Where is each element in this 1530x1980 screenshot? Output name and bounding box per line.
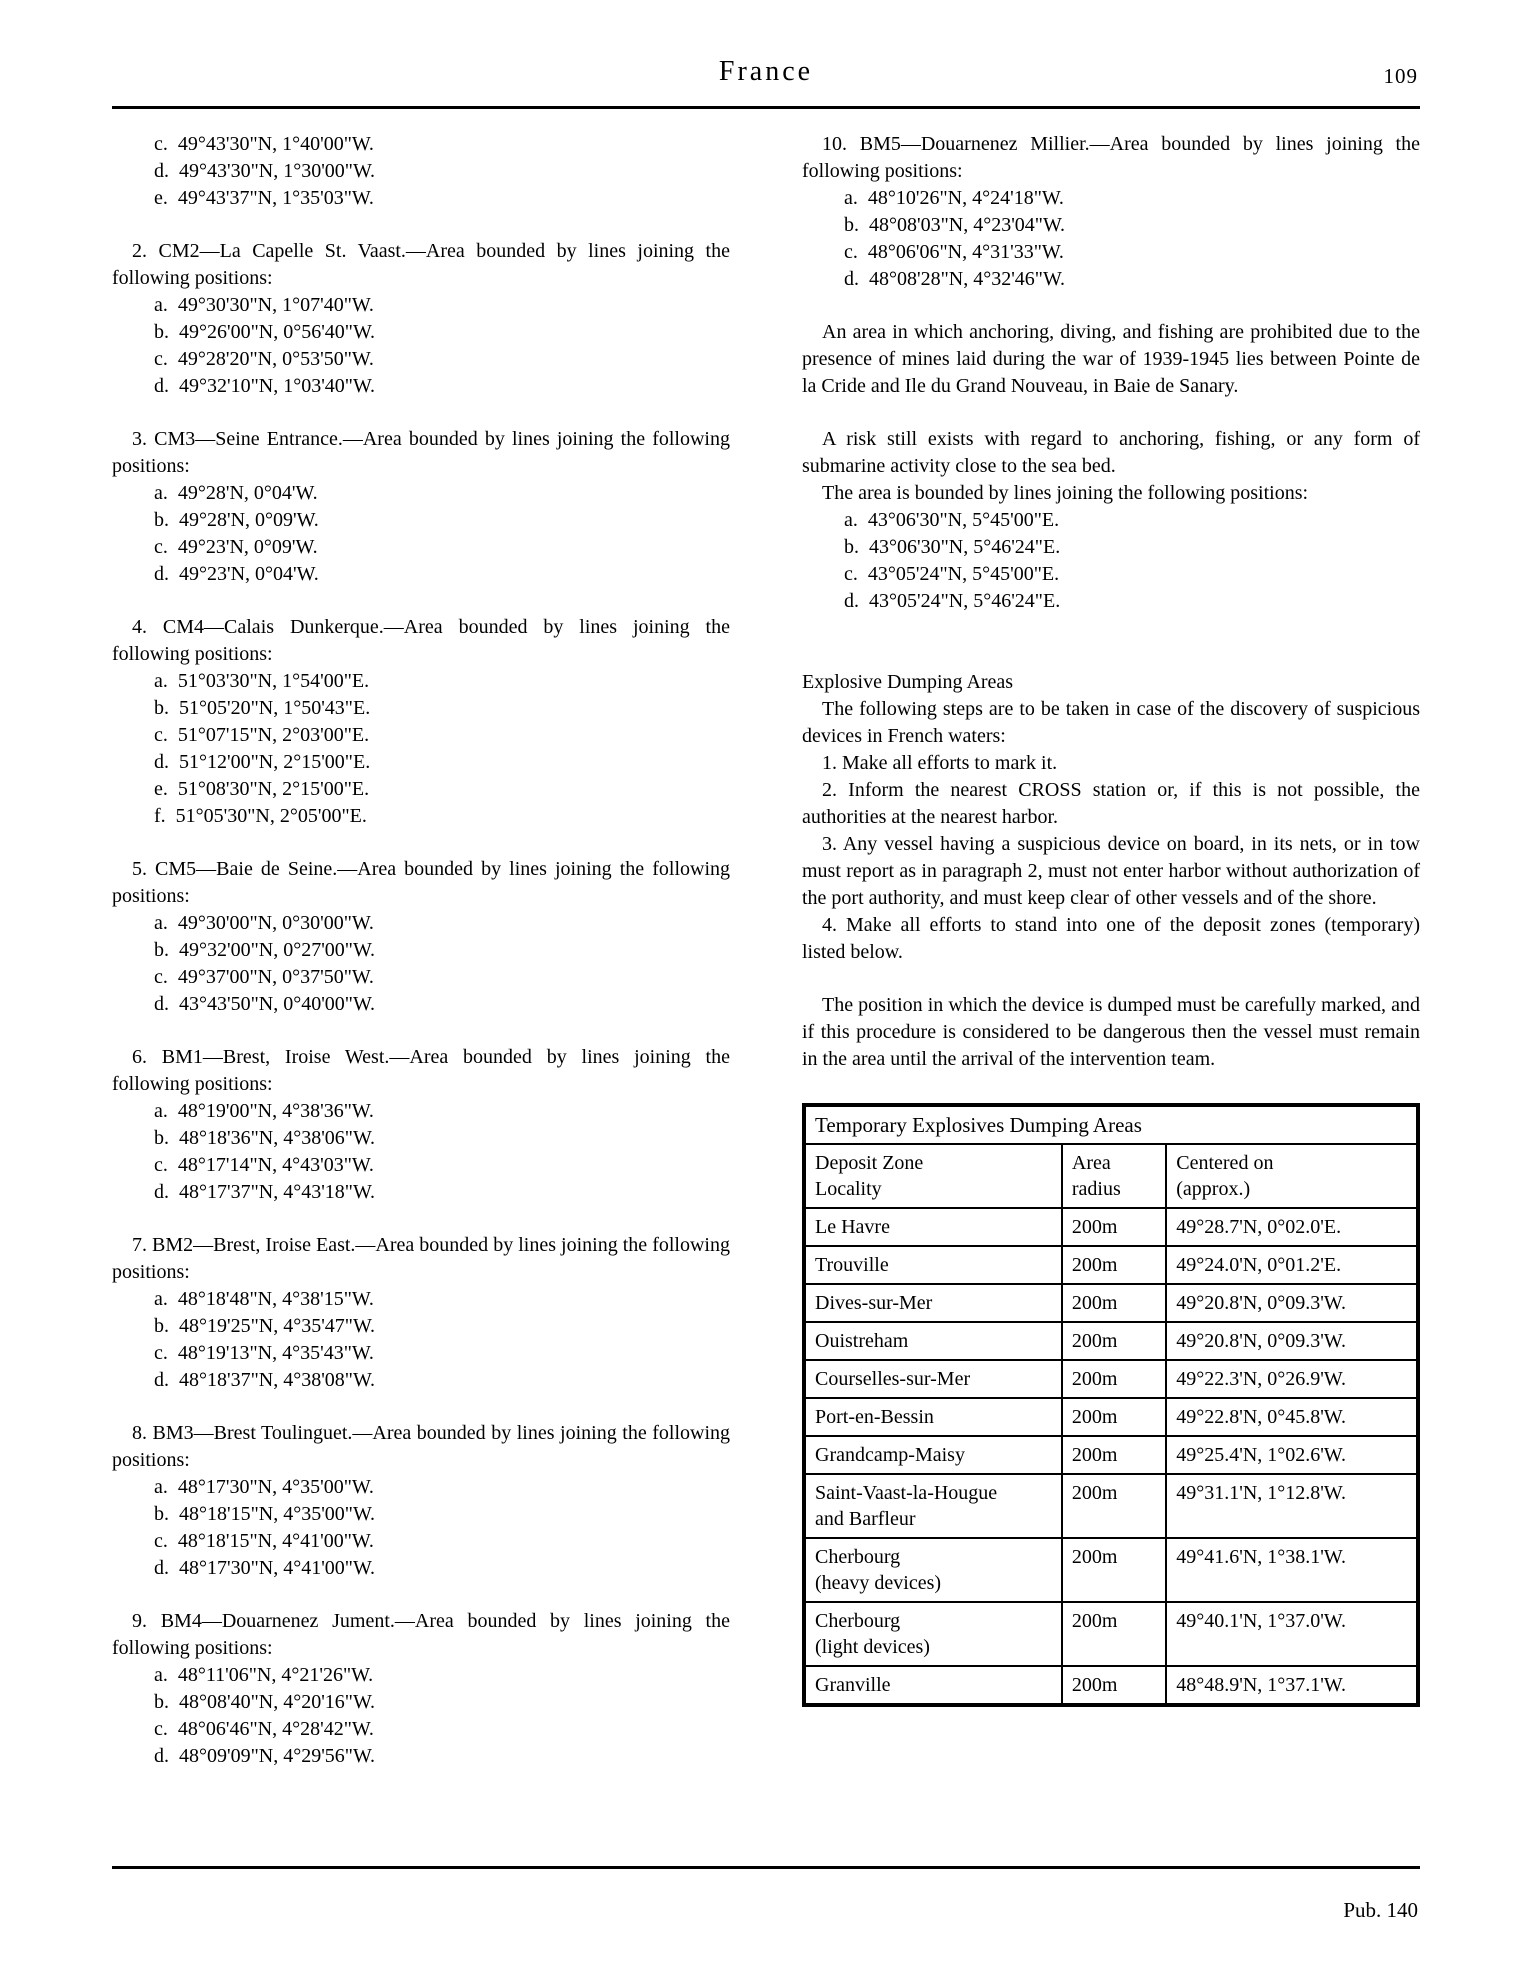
- section-heading-bm1: 6. BM1—Brest, Iroise West.—Area bounded by lines joining the following positions:: [112, 1046, 730, 1095]
- coordinate-line: c. 51°07'15"N, 2°03'00"E.: [154, 724, 370, 746]
- table-row: [804, 1322, 1418, 1360]
- coordinate-line: a. 48°11'06"N, 4°21'26"W.: [154, 1664, 374, 1686]
- centered-on-cell: 49°28.7'N, 0°02.0'E.: [1166, 1208, 1418, 1246]
- deposit-zone-cell: [804, 1538, 1062, 1602]
- coordinate-line: a. 49°30'00"N, 0°30'00"W.: [154, 912, 374, 934]
- area-radius-cell: 200m: [1062, 1398, 1166, 1436]
- coordinate-line: b. 48°19'25"N, 4°35'47"W.: [154, 1315, 376, 1337]
- locality-line: Saint-Vaast-la-Hougue: [815, 1482, 998, 1504]
- section-heading-bm4: 9. BM4—Douarnenez Jument.—Area bounded by lines joining the following positions:: [112, 1610, 730, 1659]
- centered-on-cell: 49°41.6'N, 1°38.1'W.: [1166, 1538, 1418, 1602]
- table-row: [804, 1284, 1418, 1322]
- area-radius-cell: 200m: [1062, 1602, 1166, 1666]
- coordinate-line: f. 51°05'30"N, 2°05'00"E.: [154, 805, 367, 827]
- page-header: [112, 56, 1420, 98]
- coordinate-line: a. 48°10'26"N, 4°24'18"W.: [844, 187, 1064, 209]
- coordinate-line: a. 48°18'48"N, 4°38'15"W.: [154, 1288, 374, 1310]
- deposit-zone-cell: [804, 1474, 1062, 1538]
- centered-on-cell: 49°31.1'N, 1°12.8'W.: [1166, 1474, 1418, 1538]
- publication-number: Pub. 140: [1343, 1898, 1418, 1922]
- coordinate-line: b. 48°18'36"N, 4°38'06"W.: [154, 1127, 376, 1149]
- deposit-zone-cell: Grandcamp-Maisy: [804, 1436, 1062, 1474]
- coordinate-line: d. 48°18'37"N, 4°38'08"W.: [154, 1369, 376, 1391]
- paragraph-closing: The position in which the device is dumped must be carefully marked, and if this procedure is considered to be dangerous then the vessel must remain in the area until the arrival of the intervention team.: [802, 994, 1420, 1070]
- paragraph-mines-warning: An area in which anchoring, diving, and fishing are prohibited due to the presence of mines laid during the war of 1939-1945 lies between Pointe de la Cride and Ile du Grand Nouveau, in Baie de Sanary.: [802, 321, 1420, 397]
- deposit-zone-cell: Courselles-sur-Mer: [804, 1360, 1062, 1398]
- coordinate-line: c. 49°28'20"N, 0°53'50"W.: [154, 348, 374, 370]
- coordinate-line: c. 49°43'30"N, 1°40'00"W.: [154, 133, 374, 155]
- coordinate-line: a. 48°19'00"N, 4°38'36"W.: [154, 1100, 374, 1122]
- step-1: 1. Make all efforts to mark it.: [822, 752, 1058, 774]
- centered-on-cell: 49°20.8'N, 0°09.3'W.: [1166, 1284, 1418, 1322]
- explosive-dumping-areas-heading: Explosive Dumping Areas: [802, 671, 1014, 693]
- locality-line: Cherbourg: [815, 1546, 901, 1568]
- column-header-line: Area: [1071, 1152, 1111, 1174]
- deposit-zone-cell: Dives-sur-Mer: [804, 1284, 1062, 1322]
- coordinate-line: c. 48°06'06"N, 4°31'33"W.: [844, 241, 1064, 263]
- coordinate-line: d. 51°12'00"N, 2°15'00"E.: [154, 751, 371, 773]
- table-row: [804, 1538, 1418, 1602]
- coordinate-line: b. 49°26'00"N, 0°56'40"W.: [154, 321, 376, 343]
- centered-on-cell: 48°48.9'N, 1°37.1'W.: [1166, 1666, 1418, 1705]
- area-radius-cell: 200m: [1062, 1538, 1166, 1602]
- deposit-zone-cell: Port-en-Bessin: [804, 1398, 1062, 1436]
- coordinate-line: b. 49°32'00"N, 0°27'00"W.: [154, 939, 376, 961]
- section-heading-bm2: 7. BM2—Brest, Iroise East.—Area bounded by lines joining the following positions:: [112, 1234, 730, 1283]
- centered-on-cell: 49°22.3'N, 0°26.9'W.: [1166, 1360, 1418, 1398]
- area-radius-cell: 200m: [1062, 1246, 1166, 1284]
- coordinate-line: e. 49°43'37"N, 1°35'03"W.: [154, 187, 374, 209]
- deposit-zone-cell: Trouville: [804, 1246, 1062, 1284]
- area-radius-cell: 200m: [1062, 1360, 1166, 1398]
- coordinate-line: d. 43°05'24"N, 5°46'24"E.: [844, 590, 1061, 612]
- table-row: [804, 1436, 1418, 1474]
- section-heading-bm5: 10. BM5—Douarnenez Millier.—Area bounded by lines joining the following positions:: [802, 133, 1420, 182]
- explosive-intro: The following steps are to be taken in case of the discovery of suspicious devices in French waters:: [802, 698, 1420, 747]
- coordinate-line: a. 49°30'30"N, 1°07'40"W.: [154, 294, 374, 316]
- paragraph-area-bounded: The area is bounded by lines joining the following positions:: [822, 482, 1309, 504]
- table-row: [804, 1602, 1418, 1666]
- coordinate-line: d. 48°08'28"N, 4°32'46"W.: [844, 268, 1066, 290]
- coordinate-line: d. 48°09'09"N, 4°29'56"W.: [154, 1745, 376, 1767]
- left-column: [112, 131, 730, 1770]
- area-radius-cell: 200m: [1062, 1436, 1166, 1474]
- step-3: 3. Any vessel having a suspicious device on board, in its nets, or in tow must report as in paragraph 2, must not enter harbor without authorization of the port authority, and must keep clear of other vessels and of the shore.: [802, 833, 1420, 909]
- area-radius-cell: 200m: [1062, 1666, 1166, 1705]
- section-heading-cm2: 2. CM2—La Capelle St. Vaast.—Area bounded by lines joining the following positions:: [112, 240, 730, 289]
- header-rule: [112, 106, 1420, 109]
- coordinate-line: b. 51°05'20"N, 1°50'43"E.: [154, 697, 371, 719]
- area-radius-cell: 200m: [1062, 1208, 1166, 1246]
- coordinate-line: b. 48°08'03"N, 4°23'04"W.: [844, 214, 1066, 236]
- section-heading-bm3: 8. BM3—Brest Toulinguet.—Area bounded by lines joining the following positions:: [112, 1422, 730, 1471]
- column-header-line: Centered on: [1176, 1152, 1274, 1174]
- centered-on-cell: 49°40.1'N, 1°37.0'W.: [1166, 1602, 1418, 1666]
- coordinate-line: d. 48°17'30"N, 4°41'00"W.: [154, 1557, 376, 1579]
- locality-line: (light devices): [815, 1636, 930, 1658]
- coordinate-line: c. 48°06'46"N, 4°28'42"W.: [154, 1718, 374, 1740]
- column-header-centered-on: [1166, 1144, 1418, 1208]
- table-header-row: [804, 1144, 1418, 1208]
- column-header-deposit-zone: [804, 1144, 1062, 1208]
- centered-on-cell: 49°22.8'N, 0°45.8'W.: [1166, 1398, 1418, 1436]
- coordinate-line: c. 48°17'14"N, 4°43'03"W.: [154, 1154, 374, 1176]
- column-header-line: (approx.): [1176, 1178, 1251, 1200]
- coordinate-line: b. 48°08'40"N, 4°20'16"W.: [154, 1691, 376, 1713]
- column-header-line: radius: [1071, 1178, 1121, 1200]
- page-title: France: [718, 56, 814, 87]
- coordinate-line: b. 43°06'30"N, 5°46'24"E.: [844, 536, 1061, 558]
- table-row: [804, 1246, 1418, 1284]
- section-heading-cm5: 5. CM5—Baie de Seine.—Area bounded by lines joining the following positions:: [112, 858, 730, 907]
- footer-rule: [112, 1866, 1420, 1869]
- table-title-row: [804, 1105, 1418, 1144]
- column-header-area-radius: [1062, 1144, 1166, 1208]
- column-header-line: Locality: [815, 1178, 882, 1200]
- table-row: [804, 1666, 1418, 1705]
- table-row: [804, 1398, 1418, 1436]
- page-content: [112, 56, 1420, 1770]
- right-column: [802, 131, 1420, 1707]
- page-number: 109: [1383, 64, 1418, 88]
- paragraph-risk: A risk still exists with regard to anchoring, fishing, or any form of submarine activity close to the sea bed.: [802, 428, 1420, 477]
- area-radius-cell: 200m: [1062, 1284, 1166, 1322]
- centered-on-cell: 49°24.0'N, 0°01.2'E.: [1166, 1246, 1418, 1284]
- coordinate-line: b. 49°28'N, 0°09'W.: [154, 509, 319, 531]
- locality-line: and Barfleur: [815, 1508, 916, 1530]
- coordinate-line: c. 49°23'N, 0°09'W.: [154, 536, 318, 558]
- deposit-zone-cell: Ouistreham: [804, 1322, 1062, 1360]
- deposit-zone-cell: Le Havre: [804, 1208, 1062, 1246]
- coordinate-line: a. 48°17'30"N, 4°35'00"W.: [154, 1476, 374, 1498]
- coordinate-line: a. 49°28'N, 0°04'W.: [154, 482, 318, 504]
- column-header-line: Deposit Zone: [815, 1152, 924, 1174]
- area-radius-cell: 200m: [1062, 1322, 1166, 1360]
- two-column-body: [112, 131, 1420, 1770]
- step-2: 2. Inform the nearest CROSS station or, if this is not possible, the authorities at the nearest harbor.: [802, 779, 1420, 828]
- coordinate-line: c. 48°18'15"N, 4°41'00"W.: [154, 1530, 374, 1552]
- locality-line: Cherbourg: [815, 1610, 901, 1632]
- step-4: 4. Make all efforts to stand into one of the deposit zones (temporary) listed below.: [802, 914, 1420, 963]
- area-radius-cell: 200m: [1062, 1474, 1166, 1538]
- centered-on-cell: 49°20.8'N, 0°09.3'W.: [1166, 1322, 1418, 1360]
- locality-line: (heavy devices): [815, 1572, 942, 1594]
- centered-on-cell: 49°25.4'N, 1°02.6'W.: [1166, 1436, 1418, 1474]
- coordinate-line: d. 43°43'50"N, 0°40'00"W.: [154, 993, 376, 1015]
- coordinate-line: c. 48°19'13"N, 4°35'43"W.: [154, 1342, 374, 1364]
- coordinate-line: e. 51°08'30"N, 2°15'00"E.: [154, 778, 370, 800]
- section-heading-cm3: 3. CM3—Seine Entrance.—Area bounded by lines joining the following positions:: [112, 428, 730, 477]
- table-title: Temporary Explosives Dumping Areas: [804, 1105, 1418, 1144]
- coordinate-line: a. 43°06'30"N, 5°45'00"E.: [844, 509, 1060, 531]
- coordinate-line: c. 49°37'00"N, 0°37'50"W.: [154, 966, 374, 988]
- coordinate-line: d. 49°23'N, 0°04'W.: [154, 563, 319, 585]
- deposit-zone-cell: [804, 1602, 1062, 1666]
- coordinate-line: d. 48°17'37"N, 4°43'18"W.: [154, 1181, 376, 1203]
- coordinate-line: d. 49°43'30"N, 1°30'00"W.: [154, 160, 376, 182]
- table-row: [804, 1208, 1418, 1246]
- temporary-explosives-dumping-areas-table: [802, 1103, 1420, 1707]
- table-row: [804, 1474, 1418, 1538]
- coordinate-line: c. 43°05'24"N, 5°45'00"E.: [844, 563, 1060, 585]
- deposit-zone-cell: Granville: [804, 1666, 1062, 1705]
- table-row: [804, 1360, 1418, 1398]
- coordinate-line: b. 48°18'15"N, 4°35'00"W.: [154, 1503, 376, 1525]
- coordinate-line: d. 49°32'10"N, 1°03'40"W.: [154, 375, 376, 397]
- coordinate-line: a. 51°03'30"N, 1°54'00"E.: [154, 670, 370, 692]
- section-heading-cm4: 4. CM4—Calais Dunkerque.—Area bounded by lines joining the following positions:: [112, 616, 730, 665]
